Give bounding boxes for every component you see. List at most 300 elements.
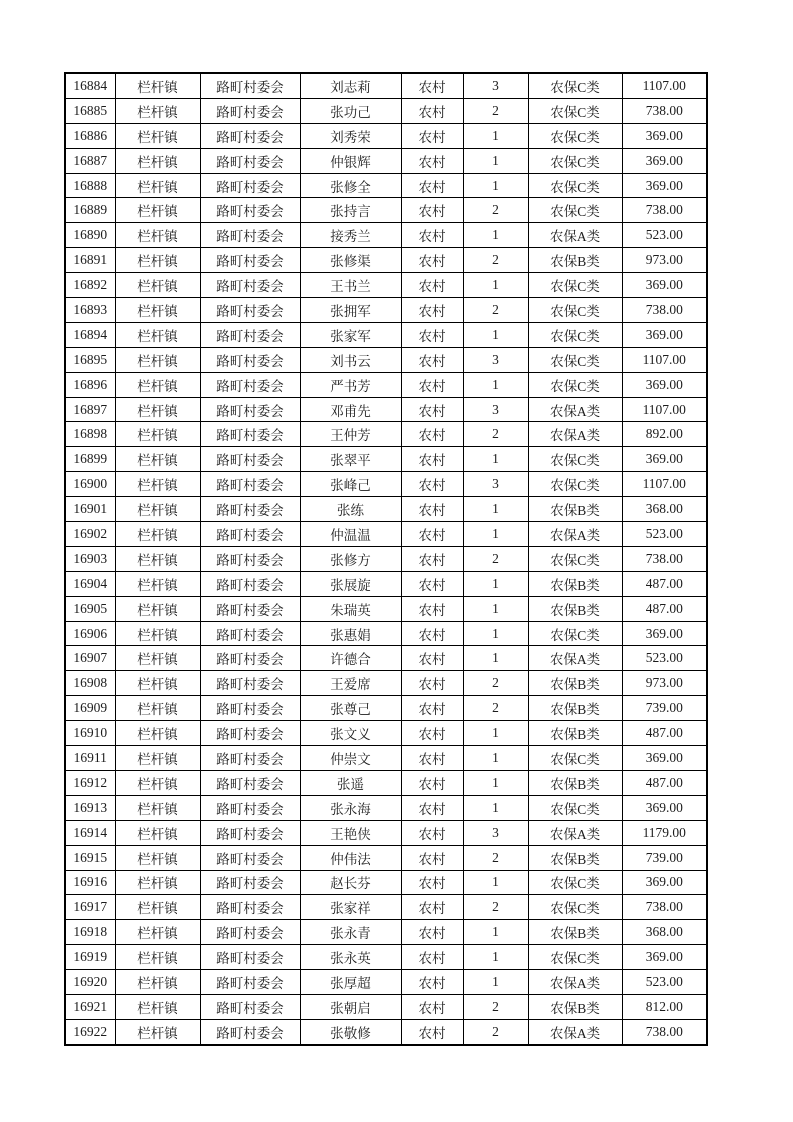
town-cell: 栏杆镇: [115, 770, 200, 795]
table-row: [65, 148, 707, 173]
table-row: [65, 98, 707, 123]
village-committee-cell: 路町村委会: [200, 497, 300, 522]
person-name-cell: 张惠娟: [300, 621, 401, 646]
person-count-cell: 3: [463, 397, 528, 422]
household-type-cell: 农村: [401, 970, 463, 995]
village-committee-cell: 路町村委会: [200, 472, 300, 497]
village-committee-cell: 路町村委会: [200, 596, 300, 621]
person-name-cell: 张拥军: [300, 298, 401, 323]
serial-number-cell: 16888: [65, 173, 115, 198]
household-type-cell: 农村: [401, 73, 463, 98]
amount-cell: 523.00: [622, 646, 707, 671]
household-type-cell: 农村: [401, 273, 463, 298]
village-committee-cell: 路町村委会: [200, 920, 300, 945]
table-row: [65, 298, 707, 323]
insurance-category-cell: 农保C类: [528, 273, 622, 298]
amount-cell: 1107.00: [622, 472, 707, 497]
village-committee-cell: 路町村委会: [200, 795, 300, 820]
person-count-cell: 3: [463, 472, 528, 497]
table-row: [65, 920, 707, 945]
amount-cell: 738.00: [622, 895, 707, 920]
amount-cell: 369.00: [622, 372, 707, 397]
insurance-category-cell: 农保C类: [528, 621, 622, 646]
amount-cell: 369.00: [622, 148, 707, 173]
table-row: [65, 870, 707, 895]
table-row: [65, 820, 707, 845]
amount-cell: 738.00: [622, 546, 707, 571]
insurance-category-cell: 农保B类: [528, 845, 622, 870]
insurance-category-cell: 农保A类: [528, 820, 622, 845]
amount-cell: 369.00: [622, 273, 707, 298]
town-cell: 栏杆镇: [115, 1019, 200, 1044]
serial-number-cell: 16907: [65, 646, 115, 671]
serial-number-cell: 16916: [65, 870, 115, 895]
insurance-category-cell: 农保B类: [528, 696, 622, 721]
village-committee-cell: 路町村委会: [200, 198, 300, 223]
town-cell: 栏杆镇: [115, 148, 200, 173]
village-committee-cell: 路町村委会: [200, 223, 300, 248]
person-name-cell: 朱瑞英: [300, 596, 401, 621]
person-name-cell: 张文义: [300, 721, 401, 746]
insurance-category-cell: 农保A类: [528, 223, 622, 248]
table-row: [65, 596, 707, 621]
serial-number-cell: 16898: [65, 422, 115, 447]
serial-number-cell: 16914: [65, 820, 115, 845]
village-committee-cell: 路町村委会: [200, 123, 300, 148]
person-count-cell: 1: [463, 795, 528, 820]
serial-number-cell: 16899: [65, 447, 115, 472]
person-name-cell: 张家军: [300, 322, 401, 347]
serial-number-cell: 16892: [65, 273, 115, 298]
table-row: [65, 770, 707, 795]
household-type-cell: 农村: [401, 895, 463, 920]
household-type-cell: 农村: [401, 945, 463, 970]
village-committee-cell: 路町村委会: [200, 696, 300, 721]
village-committee-cell: 路町村委会: [200, 820, 300, 845]
village-committee-cell: 路町村委会: [200, 347, 300, 372]
household-type-cell: 农村: [401, 596, 463, 621]
table-row: [65, 123, 707, 148]
household-type-cell: 农村: [401, 472, 463, 497]
household-type-cell: 农村: [401, 920, 463, 945]
household-type-cell: 农村: [401, 397, 463, 422]
town-cell: 栏杆镇: [115, 372, 200, 397]
town-cell: 栏杆镇: [115, 970, 200, 995]
table-row: [65, 522, 707, 547]
village-committee-cell: 路町村委会: [200, 298, 300, 323]
person-count-cell: 2: [463, 895, 528, 920]
insurance-category-cell: 农保C类: [528, 98, 622, 123]
town-cell: 栏杆镇: [115, 646, 200, 671]
insurance-category-cell: 农保C类: [528, 795, 622, 820]
table-body: [65, 73, 707, 1045]
table-row: [65, 970, 707, 995]
household-type-cell: 农村: [401, 770, 463, 795]
town-cell: 栏杆镇: [115, 571, 200, 596]
town-cell: 栏杆镇: [115, 621, 200, 646]
serial-number-cell: 16917: [65, 895, 115, 920]
town-cell: 栏杆镇: [115, 920, 200, 945]
village-committee-cell: 路町村委会: [200, 372, 300, 397]
village-committee-cell: 路町村委会: [200, 73, 300, 98]
village-committee-cell: 路町村委会: [200, 870, 300, 895]
insurance-category-cell: 农保B类: [528, 596, 622, 621]
person-name-cell: 张功己: [300, 98, 401, 123]
table-row: [65, 895, 707, 920]
person-name-cell: 张修渠: [300, 248, 401, 273]
town-cell: 栏杆镇: [115, 273, 200, 298]
village-committee-cell: 路町村委会: [200, 994, 300, 1019]
insurance-category-cell: 农保C类: [528, 870, 622, 895]
insurance-category-cell: 农保C类: [528, 546, 622, 571]
person-count-cell: 2: [463, 696, 528, 721]
serial-number-cell: 16894: [65, 322, 115, 347]
table-row: [65, 347, 707, 372]
amount-cell: 738.00: [622, 198, 707, 223]
serial-number-cell: 16918: [65, 920, 115, 945]
table-row: [65, 273, 707, 298]
serial-number-cell: 16885: [65, 98, 115, 123]
amount-cell: 892.00: [622, 422, 707, 447]
person-name-cell: 刘秀荣: [300, 123, 401, 148]
person-name-cell: 张修方: [300, 546, 401, 571]
town-cell: 栏杆镇: [115, 994, 200, 1019]
village-committee-cell: 路町村委会: [200, 397, 300, 422]
insurance-category-cell: 农保C类: [528, 347, 622, 372]
insurance-category-cell: 农保C类: [528, 746, 622, 771]
person-count-cell: 1: [463, 497, 528, 522]
town-cell: 栏杆镇: [115, 820, 200, 845]
person-name-cell: 赵长芬: [300, 870, 401, 895]
insurance-category-cell: 农保B类: [528, 497, 622, 522]
serial-number-cell: 16896: [65, 372, 115, 397]
insurance-category-cell: 农保C类: [528, 198, 622, 223]
person-count-cell: 1: [463, 173, 528, 198]
person-name-cell: 张朝启: [300, 994, 401, 1019]
amount-cell: 523.00: [622, 970, 707, 995]
person-count-cell: 1: [463, 746, 528, 771]
household-type-cell: 农村: [401, 845, 463, 870]
village-committee-cell: 路町村委会: [200, 273, 300, 298]
insurance-category-cell: 农保A类: [528, 970, 622, 995]
table-row: [65, 497, 707, 522]
amount-cell: 369.00: [622, 795, 707, 820]
table-row: [65, 945, 707, 970]
household-type-cell: 农村: [401, 795, 463, 820]
table-row: [65, 646, 707, 671]
table-row: [65, 447, 707, 472]
town-cell: 栏杆镇: [115, 422, 200, 447]
insurance-category-cell: 农保B类: [528, 920, 622, 945]
insurance-category-cell: 农保C类: [528, 148, 622, 173]
person-name-cell: 刘书云: [300, 347, 401, 372]
town-cell: 栏杆镇: [115, 173, 200, 198]
table-row: [65, 721, 707, 746]
town-cell: 栏杆镇: [115, 298, 200, 323]
person-name-cell: 张峰己: [300, 472, 401, 497]
person-name-cell: 张永海: [300, 795, 401, 820]
serial-number-cell: 16903: [65, 546, 115, 571]
insurance-category-cell: 农保C类: [528, 123, 622, 148]
person-count-cell: 2: [463, 994, 528, 1019]
person-count-cell: 1: [463, 123, 528, 148]
person-count-cell: 3: [463, 347, 528, 372]
person-count-cell: 1: [463, 970, 528, 995]
town-cell: 栏杆镇: [115, 73, 200, 98]
insurance-category-cell: 农保C类: [528, 895, 622, 920]
person-name-cell: 仲崇文: [300, 746, 401, 771]
household-type-cell: 农村: [401, 621, 463, 646]
amount-cell: 368.00: [622, 497, 707, 522]
town-cell: 栏杆镇: [115, 596, 200, 621]
town-cell: 栏杆镇: [115, 721, 200, 746]
person-name-cell: 刘志莉: [300, 73, 401, 98]
serial-number-cell: 16904: [65, 571, 115, 596]
amount-cell: 369.00: [622, 322, 707, 347]
table-row: [65, 795, 707, 820]
table-row: [65, 845, 707, 870]
serial-number-cell: 16921: [65, 994, 115, 1019]
insurance-category-cell: 农保B类: [528, 721, 622, 746]
amount-cell: 1107.00: [622, 347, 707, 372]
person-count-cell: 1: [463, 223, 528, 248]
person-count-cell: 1: [463, 148, 528, 173]
person-count-cell: 3: [463, 820, 528, 845]
insurance-category-cell: 农保A类: [528, 1019, 622, 1044]
household-type-cell: 农村: [401, 372, 463, 397]
town-cell: 栏杆镇: [115, 322, 200, 347]
village-committee-cell: 路町村委会: [200, 646, 300, 671]
person-count-cell: 1: [463, 372, 528, 397]
household-type-cell: 农村: [401, 98, 463, 123]
serial-number-cell: 16920: [65, 970, 115, 995]
village-committee-cell: 路町村委会: [200, 522, 300, 547]
person-count-cell: 1: [463, 646, 528, 671]
town-cell: 栏杆镇: [115, 845, 200, 870]
village-committee-cell: 路町村委会: [200, 322, 300, 347]
insurance-category-cell: 农保B类: [528, 994, 622, 1019]
amount-cell: 739.00: [622, 845, 707, 870]
amount-cell: 369.00: [622, 945, 707, 970]
household-type-cell: 农村: [401, 173, 463, 198]
amount-cell: 738.00: [622, 98, 707, 123]
person-name-cell: 张持言: [300, 198, 401, 223]
serial-number-cell: 16902: [65, 522, 115, 547]
household-type-cell: 农村: [401, 497, 463, 522]
amount-cell: 487.00: [622, 770, 707, 795]
household-type-cell: 农村: [401, 1019, 463, 1044]
person-count-cell: 2: [463, 298, 528, 323]
insurance-category-cell: 农保C类: [528, 372, 622, 397]
table-row: [65, 696, 707, 721]
person-name-cell: 张遥: [300, 770, 401, 795]
town-cell: 栏杆镇: [115, 671, 200, 696]
town-cell: 栏杆镇: [115, 696, 200, 721]
household-type-cell: 农村: [401, 422, 463, 447]
insurance-category-cell: 农保C类: [528, 298, 622, 323]
person-count-cell: 1: [463, 571, 528, 596]
person-name-cell: 许德合: [300, 646, 401, 671]
village-committee-cell: 路町村委会: [200, 1019, 300, 1044]
person-name-cell: 张修全: [300, 173, 401, 198]
table-row: [65, 621, 707, 646]
amount-cell: 973.00: [622, 248, 707, 273]
person-name-cell: 张永英: [300, 945, 401, 970]
table-row: [65, 571, 707, 596]
amount-cell: 523.00: [622, 522, 707, 547]
table-row: [65, 472, 707, 497]
household-type-cell: 农村: [401, 347, 463, 372]
person-name-cell: 张尊己: [300, 696, 401, 721]
person-name-cell: 仲温温: [300, 522, 401, 547]
person-count-cell: 2: [463, 671, 528, 696]
person-name-cell: 张敬修: [300, 1019, 401, 1044]
insurance-category-cell: 农保C类: [528, 322, 622, 347]
amount-cell: 739.00: [622, 696, 707, 721]
person-name-cell: 王书兰: [300, 273, 401, 298]
person-count-cell: 1: [463, 721, 528, 746]
household-type-cell: 农村: [401, 223, 463, 248]
person-count-cell: 2: [463, 422, 528, 447]
table-row: [65, 198, 707, 223]
person-name-cell: 张永青: [300, 920, 401, 945]
amount-cell: 487.00: [622, 721, 707, 746]
village-committee-cell: 路町村委会: [200, 945, 300, 970]
table-row: [65, 223, 707, 248]
person-count-cell: 1: [463, 522, 528, 547]
insurance-category-cell: 农保B类: [528, 248, 622, 273]
serial-number-cell: 16893: [65, 298, 115, 323]
table-row: [65, 248, 707, 273]
amount-cell: 487.00: [622, 596, 707, 621]
serial-number-cell: 16895: [65, 347, 115, 372]
household-type-cell: 农村: [401, 994, 463, 1019]
person-name-cell: 王爱席: [300, 671, 401, 696]
amount-cell: 738.00: [622, 298, 707, 323]
amount-cell: 1107.00: [622, 73, 707, 98]
person-name-cell: 张家祥: [300, 895, 401, 920]
person-count-cell: 2: [463, 248, 528, 273]
household-type-cell: 农村: [401, 671, 463, 696]
person-count-cell: 2: [463, 198, 528, 223]
amount-cell: 369.00: [622, 746, 707, 771]
insurance-category-cell: 农保C类: [528, 73, 622, 98]
serial-number-cell: 16915: [65, 845, 115, 870]
person-count-cell: 1: [463, 273, 528, 298]
household-type-cell: 农村: [401, 298, 463, 323]
insurance-category-cell: 农保C类: [528, 173, 622, 198]
household-type-cell: 农村: [401, 721, 463, 746]
town-cell: 栏杆镇: [115, 472, 200, 497]
household-type-cell: 农村: [401, 447, 463, 472]
amount-cell: 738.00: [622, 1019, 707, 1044]
person-name-cell: 邓甫先: [300, 397, 401, 422]
household-type-cell: 农村: [401, 322, 463, 347]
village-committee-cell: 路町村委会: [200, 173, 300, 198]
household-type-cell: 农村: [401, 746, 463, 771]
village-committee-cell: 路町村委会: [200, 671, 300, 696]
town-cell: 栏杆镇: [115, 522, 200, 547]
town-cell: 栏杆镇: [115, 123, 200, 148]
village-committee-cell: 路町村委会: [200, 148, 300, 173]
village-committee-cell: 路町村委会: [200, 98, 300, 123]
person-count-cell: 1: [463, 447, 528, 472]
insurance-category-cell: 农保A类: [528, 397, 622, 422]
table-row: [65, 746, 707, 771]
table-row: [65, 546, 707, 571]
amount-cell: 1107.00: [622, 397, 707, 422]
village-committee-cell: 路町村委会: [200, 746, 300, 771]
amount-cell: 523.00: [622, 223, 707, 248]
person-name-cell: 仲伟法: [300, 845, 401, 870]
amount-cell: 369.00: [622, 621, 707, 646]
town-cell: 栏杆镇: [115, 223, 200, 248]
town-cell: 栏杆镇: [115, 198, 200, 223]
table-row: [65, 73, 707, 98]
village-committee-cell: 路町村委会: [200, 546, 300, 571]
insurance-category-cell: 农保A类: [528, 646, 622, 671]
insurance-category-cell: 农保A类: [528, 422, 622, 447]
town-cell: 栏杆镇: [115, 347, 200, 372]
household-type-cell: 农村: [401, 646, 463, 671]
household-type-cell: 农村: [401, 546, 463, 571]
household-type-cell: 农村: [401, 123, 463, 148]
amount-cell: 812.00: [622, 994, 707, 1019]
serial-number-cell: 16901: [65, 497, 115, 522]
village-committee-cell: 路町村委会: [200, 422, 300, 447]
village-committee-cell: 路町村委会: [200, 970, 300, 995]
serial-number-cell: 16911: [65, 746, 115, 771]
household-type-cell: 农村: [401, 820, 463, 845]
village-committee-cell: 路町村委会: [200, 770, 300, 795]
serial-number-cell: 16886: [65, 123, 115, 148]
village-committee-cell: 路町村委会: [200, 571, 300, 596]
serial-number-cell: 16919: [65, 945, 115, 970]
person-count-cell: 1: [463, 920, 528, 945]
amount-cell: 369.00: [622, 173, 707, 198]
town-cell: 栏杆镇: [115, 497, 200, 522]
amount-cell: 487.00: [622, 571, 707, 596]
serial-number-cell: 16884: [65, 73, 115, 98]
serial-number-cell: 16910: [65, 721, 115, 746]
person-name-cell: 严书芳: [300, 372, 401, 397]
household-type-cell: 农村: [401, 522, 463, 547]
insurance-category-cell: 农保C类: [528, 945, 622, 970]
amount-cell: 973.00: [622, 671, 707, 696]
serial-number-cell: 16922: [65, 1019, 115, 1044]
village-committee-cell: 路町村委会: [200, 248, 300, 273]
table-row: [65, 322, 707, 347]
person-count-cell: 3: [463, 73, 528, 98]
person-count-cell: 2: [463, 546, 528, 571]
serial-number-cell: 16889: [65, 198, 115, 223]
person-count-cell: 2: [463, 1019, 528, 1044]
town-cell: 栏杆镇: [115, 795, 200, 820]
serial-number-cell: 16890: [65, 223, 115, 248]
person-name-cell: 张练: [300, 497, 401, 522]
village-committee-cell: 路町村委会: [200, 447, 300, 472]
person-name-cell: 仲银辉: [300, 148, 401, 173]
person-name-cell: 王仲芳: [300, 422, 401, 447]
town-cell: 栏杆镇: [115, 546, 200, 571]
table-row: [65, 397, 707, 422]
insurance-category-cell: 农保C类: [528, 447, 622, 472]
amount-cell: 368.00: [622, 920, 707, 945]
person-count-cell: 1: [463, 621, 528, 646]
person-name-cell: 张厚超: [300, 970, 401, 995]
amount-cell: 369.00: [622, 870, 707, 895]
table-row: [65, 671, 707, 696]
